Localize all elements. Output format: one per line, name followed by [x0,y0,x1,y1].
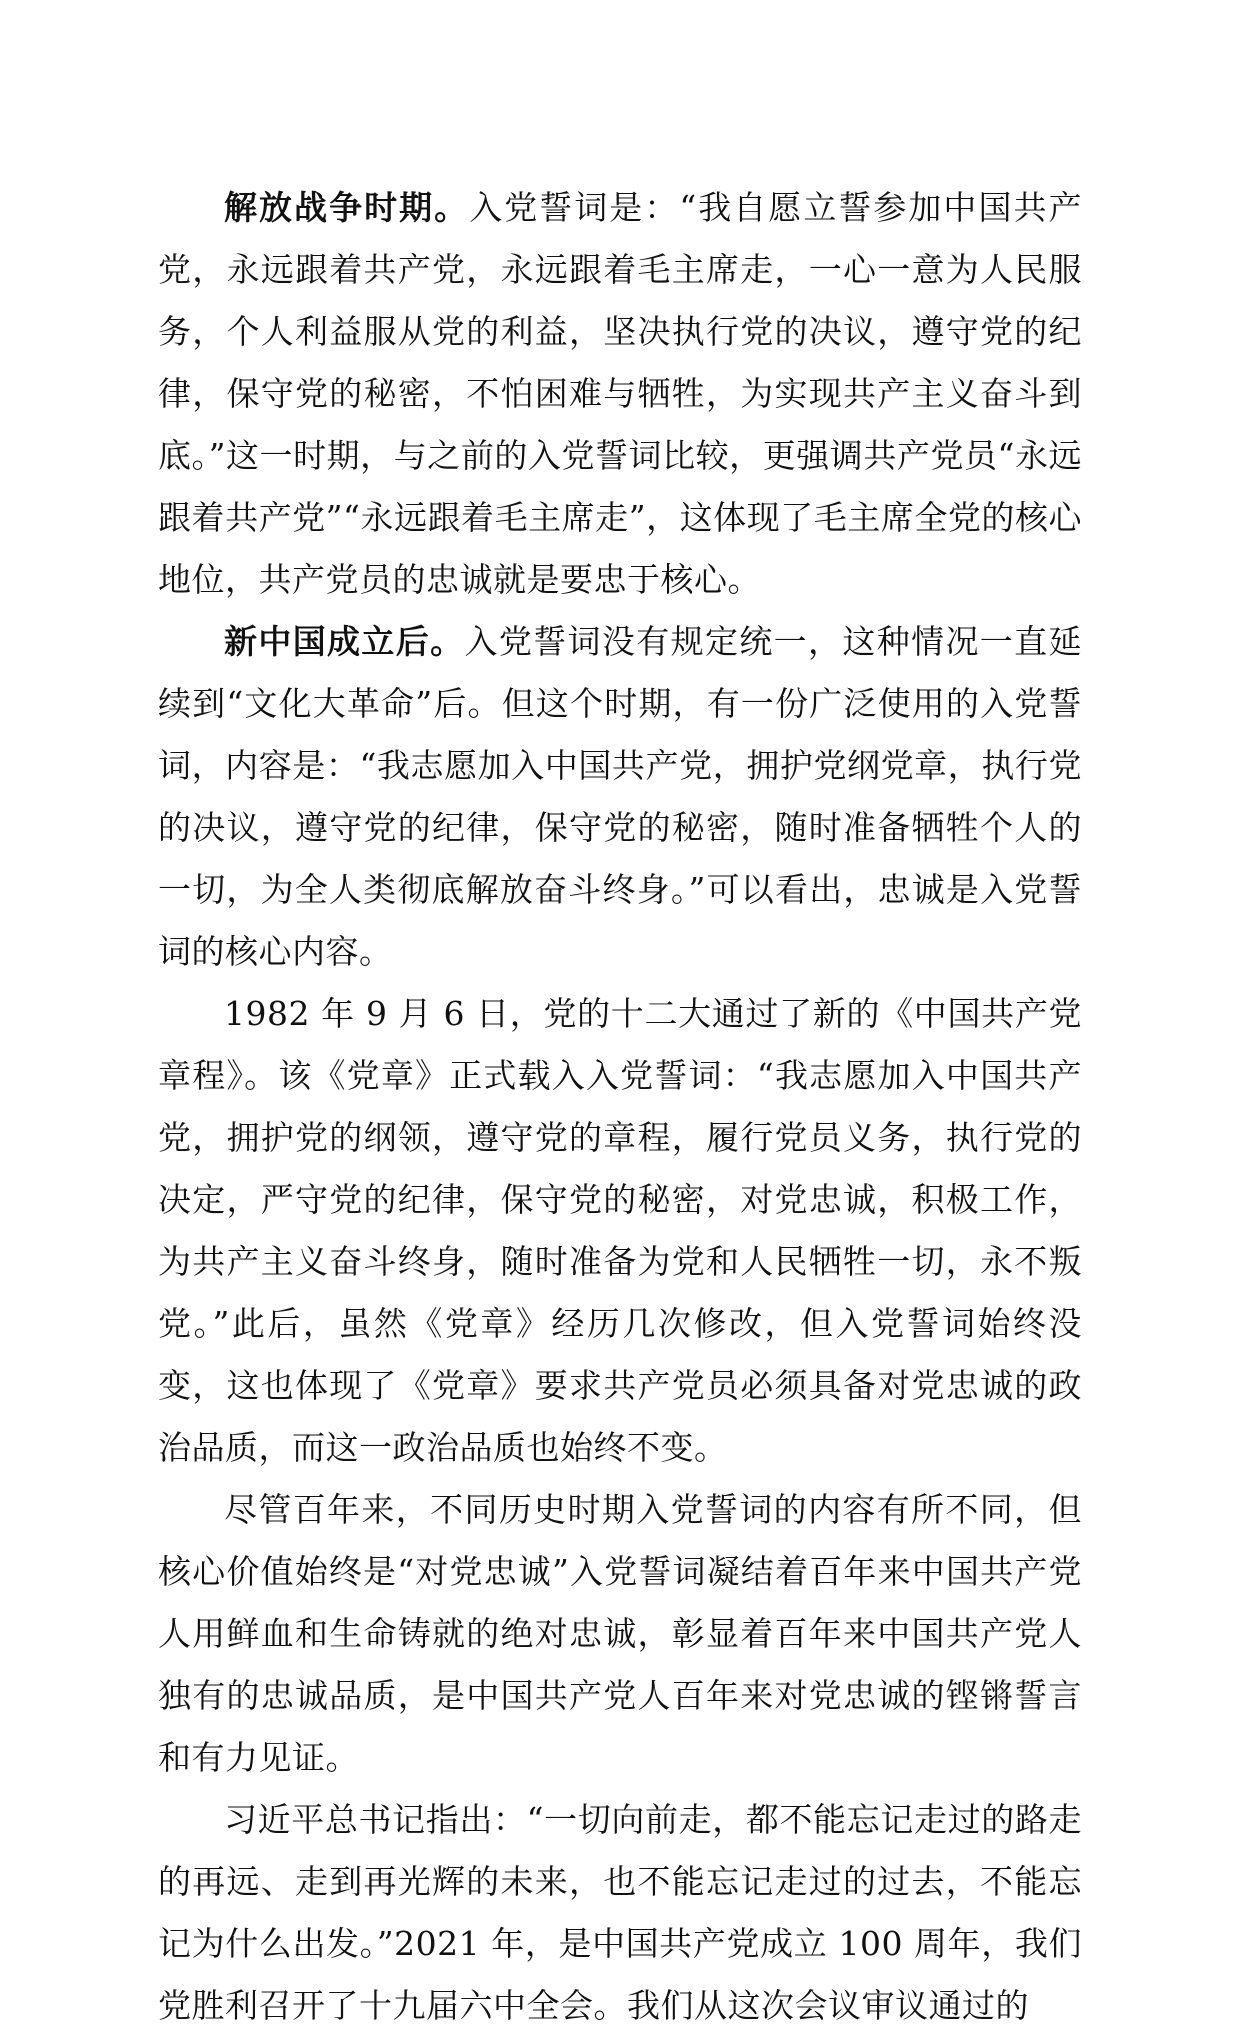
paragraph-text: 入党誓词是：“我自愿立誓参加中国共产党，永远跟着共产党，永远跟着毛主席走，一心一意为人民服务，个人利益服从党的利益，坚决执行党的决议，遵守党的纪律，保守党的秘密，不怕困难与牺牲，为实现共产主义奋斗到底。”这一时期，与之前的入党誓词比较，更强调共产党员“永远跟着共产党”“永远跟着毛主席走”，这体现了毛主席全党的核心地位，共产党员的忠诚就是要忠于核心。 [158,188,1083,599]
paragraph-text: 1982 年 9 月 6 日，党的十二大通过了新的《中国共产党章程》。该《党章》正式载入入党誓词：“我志愿加入中国共产党，拥护党的纲领，遵守党的章程，履行党员义务，执行党的决定，严守党的纪律，保守党的秘密，对党忠诚，积极工作，为共产主义奋斗终身，随时准备为党和人民牺牲一切，永不叛党。”此后，虽然《党章》经历几次修改，但入党誓词始终没变，这也体现了《党章》要求共产党员必须具备对党忠诚的政治品质，而这一政治品质也始终不变。 [158,994,1082,1467]
paragraph-xi-quote [158,1789,1082,2037]
paragraph-1982-constitution [158,983,1082,1479]
paragraph-text: 入党誓词没有规定统一，这种情况一直延续到“文化大革命”后。但这个时期，有一份广泛使用的入党誓词，内容是：“我志愿加入中国共产党，拥护党纲党章，执行党的决议，遵守党的纪律，保守党的秘密，随时准备牺牲个人的一切，为全人类彻底解放奋斗终身。”可以看出，忠诚是入党誓词的核心内容。 [158,622,1083,971]
paragraph-lead: 解放战争时期。 [224,188,470,227]
paragraph-text: 尽管百年来，不同历史时期入党誓词的内容有所不同，但核心价值始终是“对党忠诚”入党誓词凝结着百年来中国共产党人用鲜血和生命铸就的绝对忠诚，彰显着百年来中国共产党人独有的忠诚品质，是中国共产党人百年来对党忠诚的铿锵誓言和有力见证。 [158,1490,1082,1777]
paragraph-lead: 新中国成立后。 [224,622,465,661]
paragraph-liberation-war [158,177,1082,611]
paragraph-new-china [158,611,1082,983]
paragraph-text: 习近平总书记指出：“一切向前走，都不能忘记走过的路走的再远、走到再光辉的未来，也不能忘记走过的过去，不能忘记为什么出发。”2021 年，是中国共产党成立 100 周年，我们党胜利召开了十九届六中全会。我们从这次会议审议通过的 [158,1800,1082,2025]
paragraph-core-value [158,1479,1082,1789]
document-body [158,177,1082,2037]
